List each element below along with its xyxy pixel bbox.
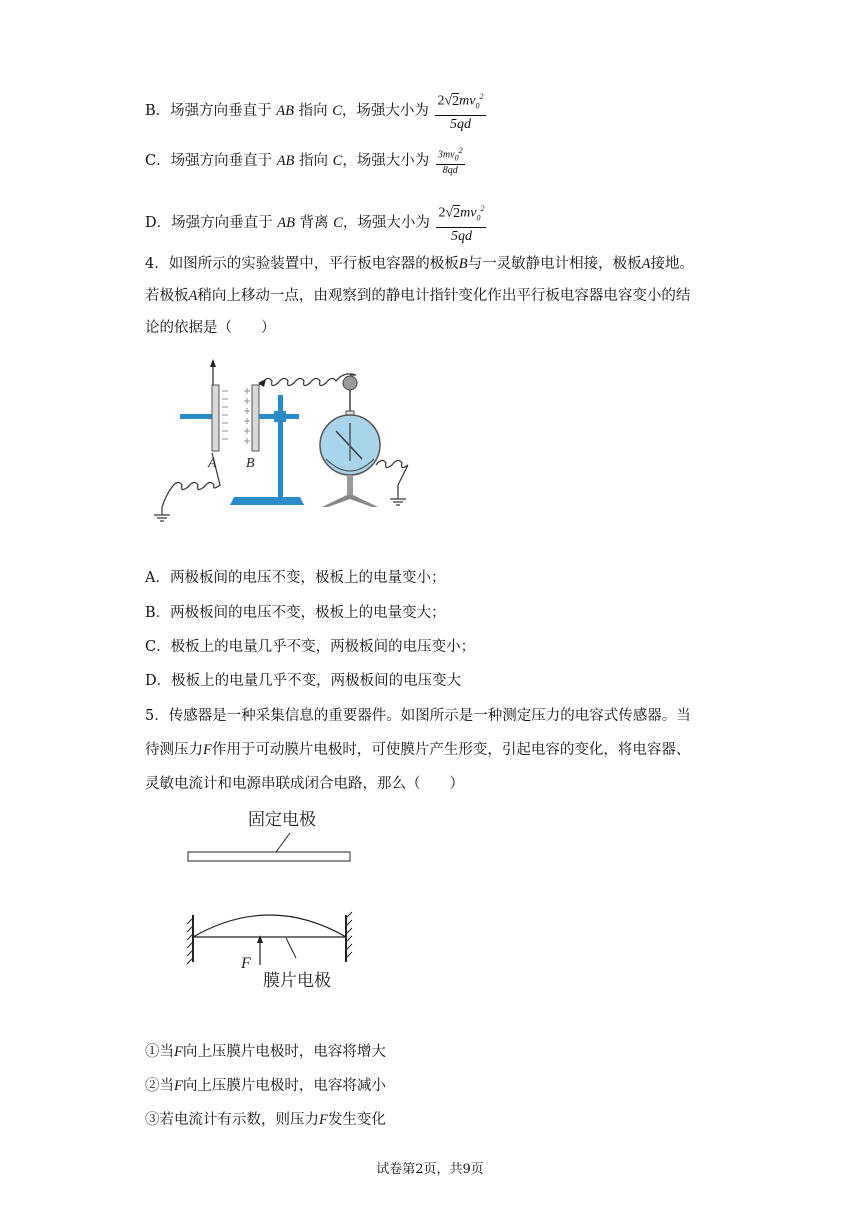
q3-option-d-ab: AB: [277, 215, 295, 232]
q5-statement-2: ②当F向上压膜片电极时，电容将减小: [145, 1078, 386, 1094]
q3-option-b-ab: AB: [276, 103, 294, 120]
q5-statement-3: ③若电流计有示数，则压力F发生变化: [145, 1112, 386, 1128]
q4-option-b: B．两极板间的电压不变，极板上的电量变大；: [145, 605, 446, 621]
q5-stem-line1: 5．传感器是一种采集信息的重要器件。如图所示是一种测定压力的电容式传感器。当: [145, 708, 691, 724]
q3-option-d-dir: 背离: [299, 215, 329, 232]
q3-option-d: [145, 200, 486, 246]
ground-symbol-left: [154, 507, 170, 521]
q4-option-a: A．两极板间的电压不变，极板上的电量变小；: [145, 570, 446, 586]
stand-pole: [278, 395, 283, 497]
q3-option-c-fraction: $\frac{3mv_0^2}{8qd}$: [437, 146, 463, 177]
q3-option-c-suffix: ，场强大小为: [342, 153, 430, 170]
q4-stem-line1: 4．如图所示的实验装置中，平行板电容器的极板B与一灵敏静电计相接，极板A接地。: [145, 256, 694, 272]
q4-option-c: C．极板上的电量几乎不变，两极板间的电压变小；: [145, 639, 476, 655]
fixed-electrode: [188, 852, 350, 861]
q3-option-b-c: C: [332, 103, 342, 120]
q3-option-d-text: D．场强方向垂直于: [145, 215, 273, 232]
q3-option-b-text: B．场强方向垂直于: [145, 103, 272, 120]
label-a: A: [208, 456, 217, 471]
q4-capacitor-electrometer-figure: [150, 355, 420, 525]
q5-stem-line2: 待测压力F作用于可动膜片电极时，可使膜片产生形变，引起电容的变化，将电容器、: [145, 742, 691, 758]
q3-option-b-dir: 指向: [298, 103, 328, 120]
q3-option-b-fraction: $\frac{2√2mv_0^2}{5qd}$: [435, 88, 485, 134]
membrane-electrode: [193, 915, 346, 937]
plate-a: [212, 385, 219, 451]
q3-option-d-c: C: [333, 215, 343, 232]
q3-option-b-suffix: ，场强大小为: [341, 103, 429, 120]
q3-option-b: [145, 88, 486, 134]
electrometer-knob: [343, 376, 357, 390]
plate-a-holder: [180, 414, 212, 419]
q4-stem-line3: 论的依据是（ ）: [145, 320, 276, 336]
plate-b: [252, 385, 259, 451]
q4-option-d: D．极板上的电量几乎不变，两极板间的电压变大: [145, 673, 462, 689]
arrow-up-icon: [210, 359, 216, 367]
q3-option-d-fraction: $\frac{2√2mv_0^2}{5qd}$: [436, 200, 486, 246]
q5-statement-1: ①当F向上压膜片电极时，电容将增大: [145, 1044, 386, 1060]
q3-option-d-suffix: ，场强大小为: [342, 215, 430, 232]
q3-option-c-dir: 指向: [299, 153, 329, 170]
label-b: B: [246, 456, 255, 471]
q3-option-c-text: C．场强方向垂直于: [145, 153, 273, 170]
q4-stem-line2: 若极板A稍向上移动一点，由观察到的静电计指针变化作出平行板电容器电容变小的结: [145, 288, 691, 304]
q3-option-c-ab: AB: [276, 153, 295, 170]
label-membrane-electrode: 膜片电极: [263, 971, 331, 990]
q5-stem-line3: 灵敏电流计和电源串联成闭合电路，那么（ ）: [145, 776, 464, 792]
page-footer: 试卷第2页，共9页: [376, 1162, 484, 1177]
q3-option-c: [145, 145, 465, 177]
coil-wire-b: [259, 374, 356, 386]
stand-base: [230, 497, 304, 505]
label-fixed-electrode: 固定电极: [248, 810, 316, 829]
q3-option-c-c: C: [332, 153, 343, 170]
ground-symbol-right: [390, 499, 406, 505]
label-force-f: F: [241, 955, 251, 972]
force-arrow-icon: [257, 935, 263, 943]
q5-pressure-sensor-figure: [178, 800, 378, 1000]
